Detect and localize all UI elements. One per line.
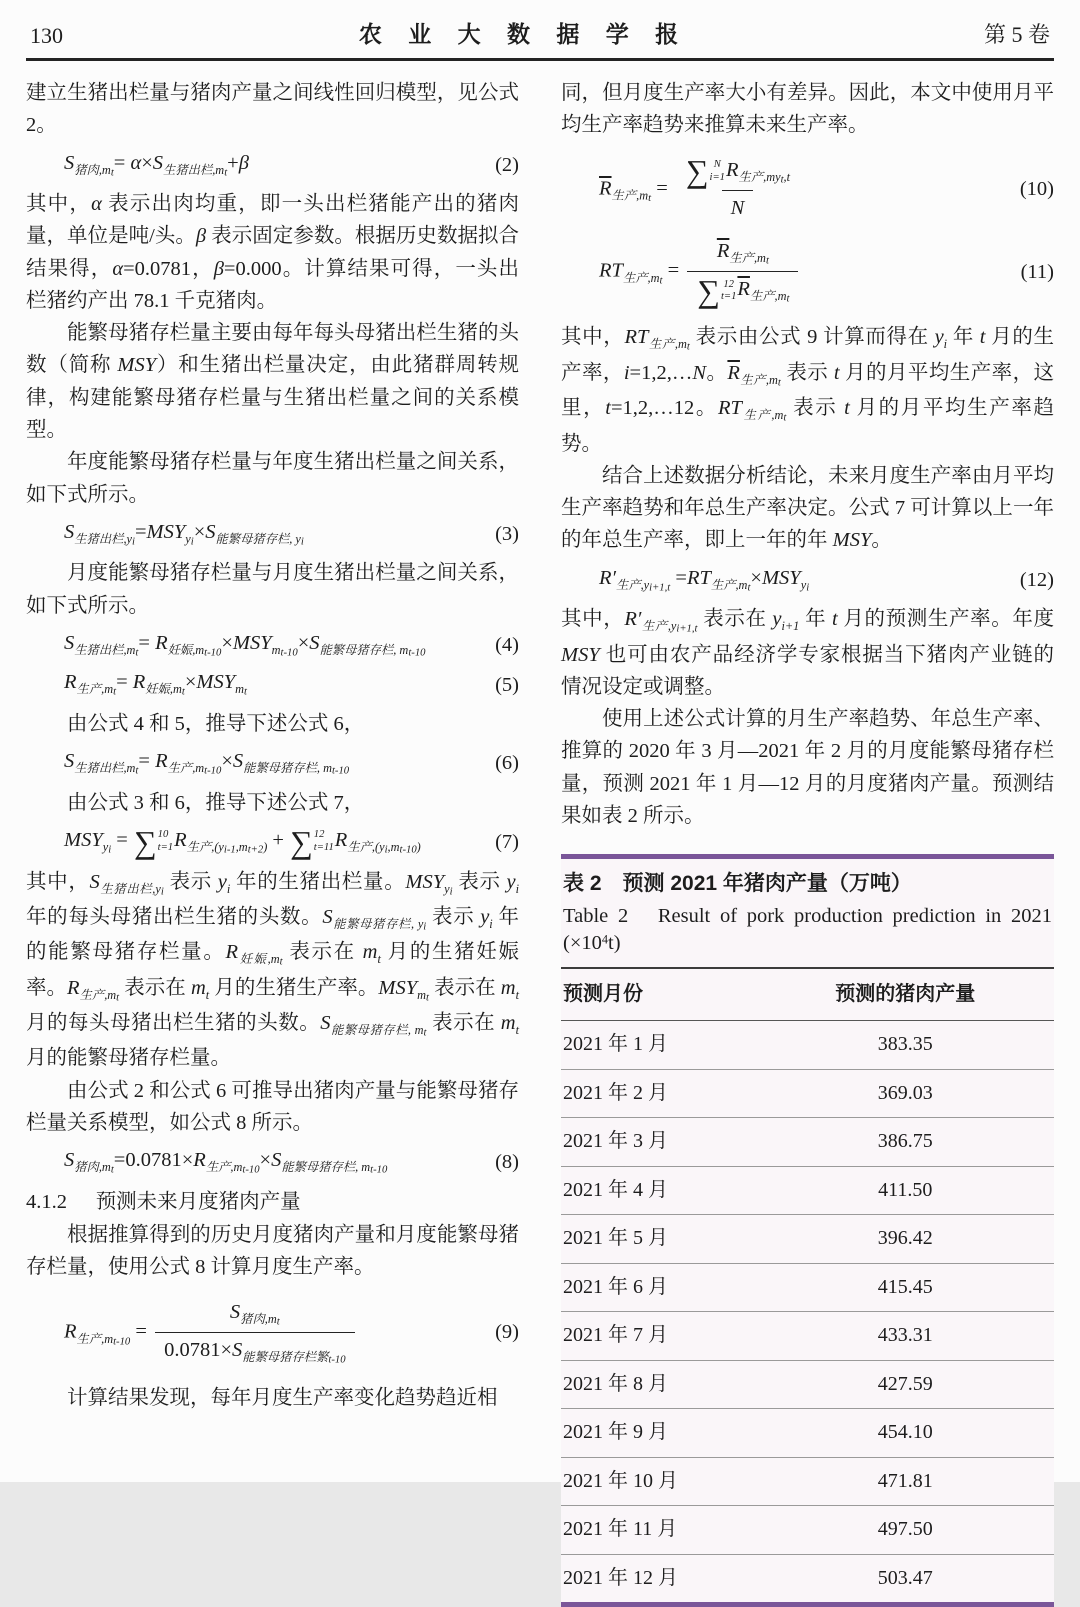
cell-value: 369.03 — [877, 1081, 933, 1104]
running-head — [26, 10, 1054, 61]
equation-number: (2) — [495, 153, 519, 176]
equation: $S_{猪肉,mt}= \alpha\times S_{生猪出栏,mt}+\beta$ (2) — [26, 149, 519, 182]
table-row — [561, 1361, 1054, 1410]
left-column — [26, 77, 519, 1607]
table-row — [561, 1409, 1054, 1458]
summation-symbol: ∑ N i=1 — [685, 154, 726, 190]
table-row — [561, 1118, 1054, 1167]
volume-label: 第 5 卷 — [983, 22, 1050, 47]
equation: $R_{生产,mt}= R_{妊娠,mt}\times MSY_{mt}$ (5) — [26, 668, 519, 701]
summation-symbol: ∑ 12 t=1 — [697, 273, 737, 309]
equation-number: (12) — [1019, 568, 1054, 591]
cell-month: 2021 年 1 月 — [563, 1033, 668, 1056]
paragraph: 同，但月度生产率大小有差异。因此，本文中使用月平均生产率趋势来推算未来生产率。 — [561, 82, 1054, 137]
paragraph: 年度能繁母猪存栏量与年度生猪出栏量之间关系，如下式所示。 — [26, 451, 519, 506]
equation: $RT_{生产,mt}$ = $\overline{R}_{生产,mt}$ ∑ 12 t=1 $\overline{R}_{生产,mt}$ (11) — [561, 237, 1054, 307]
equation-number: (5) — [495, 673, 519, 696]
table-row — [561, 1264, 1054, 1313]
equation: $MSY_{yi}$ = ∑ 10 t=1 $R_{生产,(yi-1,mt+2)}$ + ∑ 12 t=11 $R_{生产,(yi,mt-10)}$ (7) — [64, 824, 519, 860]
right-column-text — [561, 77, 1054, 832]
column-header-value: 预测的猪肉产量 — [835, 982, 976, 1005]
cell-month: 2021 年 11 月 — [563, 1518, 678, 1541]
paragraph: 其中，$R'_{生产,yi+1,t}$ 表示在 $y_{i+1}$ 年 t 月的预测生产率。年度 MSY 也可由农产品经济学专家根据当下猪肉产业链的情况设定或调整。 — [561, 608, 1055, 698]
cell-month: 2021 年 2 月 — [563, 1081, 668, 1104]
table-row — [561, 1312, 1054, 1361]
table-row — [561, 1506, 1054, 1555]
equation: $S_{猪肉,mt}=0.0781\times R_{生产,mt-10}\times S_{能繁母猪存栏, mt-10}$ (8) — [26, 1146, 519, 1179]
cell-value: 454.10 — [877, 1421, 933, 1444]
equation: $R'_{生产,yi+1,t} =RT_{生产,mt}\times MSY_{yi}$ (12) — [561, 564, 1054, 597]
paragraph: 其中，$S_{生猪出栏,yi}$ 表示 $y_i$ 年的生猪出栏量。$MSY_{yi}$ 表示 $y_i$ 年的每头母猪出栏生猪的头数。$S_{能繁母猪存栏, yi}$ 表示 $y_i$ 年的能繁母猪存栏量。$R_{妊娠,mt}$ 表示在 $m_t$ 月的生猪妊娠率。$R_{生产,mt}$ 表示在 $m_t$ 月的生猪生产率。$MSY_{mt}$ 表示在 $m_t$ 月的每头母猪出栏生猪的头数。$S_{能繁母猪存栏, mt}$ 表示在 $m_t$ 月的能繁母猪存栏量。 — [26, 870, 520, 1070]
cell-value: 433.31 — [877, 1324, 933, 1347]
cell-month: 2021 年 8 月 — [563, 1372, 668, 1395]
equation: $\overline{R}_{生产,mt}$ = ∑ N i=1 $R_{生产,myt,t}$ N (10) — [561, 156, 1054, 224]
table-row — [561, 1555, 1054, 1603]
equation-number: (11) — [1020, 261, 1054, 284]
paragraph: 由公式 3 和 6，推导下述公式 7， — [67, 791, 365, 814]
table-row — [561, 1167, 1054, 1216]
paragraph: 建立生猪出栏量与猪肉产量之间线性回归模型，见公式 2。 — [26, 82, 519, 137]
table-header-row — [561, 969, 1054, 1022]
summation-symbol: ∑ 10 t=1 — [133, 824, 174, 860]
equation: $S_{生猪出栏,mt}= R_{妊娠,mt-10}\times MSY_{mt-10}\times S_{能繁母猪存栏, mt-10}$ (4) — [26, 629, 519, 662]
fraction: $\frac{S_{猪肉,mt}}{0.0781\times S_{能繁母猪存栏繁t-10}}$ — [155, 1298, 354, 1368]
paragraph: 能繁母猪存栏量主要由每年每头母猪出栏生猪的头数（简称 MSY）和生猪出栏量决定，由此猪群周转规律，构建能繁母猪存栏量与生猪出栏量之间的关系模型。 — [26, 322, 520, 442]
table-caption-zh: 表 2 预测 2021 年猪肉产量（万吨） — [563, 872, 912, 896]
equation-number: (4) — [495, 634, 519, 657]
caption-en-superscript: 4 — [601, 932, 609, 947]
paragraph: 根据推算得到的历史月度猪肉产量和月度能繁母猪存栏量，使用公式 8 计算月度生产率。 — [26, 1224, 519, 1279]
table-row — [561, 1070, 1054, 1119]
fraction: $\overline{R}_{生产,mt}$ ∑ 12 t=1 $\overline{R}_{生产,mt}$ — [687, 237, 798, 307]
cell-value: 497.50 — [877, 1518, 933, 1541]
two-column-body — [26, 61, 1054, 1607]
cell-value: 386.75 — [877, 1130, 933, 1153]
table-caption-en — [561, 900, 1054, 968]
paragraph: 其中，α 表示出肉均重，即一头出栏猪能产出的猪肉量，单位是吨/头。β 表示固定参数。根据历史数据拟合结果得，α=0.0781，β=0.000。计算结果可得，一头出栏猪约产出 78.1 千克猪肉。 — [26, 193, 520, 312]
table-bottom-rule — [561, 1602, 1054, 1607]
equation-number: (6) — [495, 752, 519, 775]
summation-symbol: ∑ 12 t=11 — [290, 824, 334, 860]
table-2 — [561, 854, 1054, 1607]
right-column — [561, 77, 1054, 1607]
column-header-month: 预测月份 — [563, 982, 643, 1005]
table-row — [561, 1458, 1054, 1507]
cell-month: 2021 年 3 月 — [563, 1130, 668, 1153]
cell-month: 2021 年 12 月 — [563, 1566, 678, 1589]
journal-title: 农 业 大 数 据 学 报 — [358, 21, 689, 47]
cell-value: 427.59 — [877, 1372, 933, 1395]
table-body — [561, 1021, 1054, 1602]
equation-number: (3) — [495, 522, 519, 545]
equation-number: (10) — [1019, 178, 1054, 201]
cell-month: 2021 年 4 月 — [563, 1178, 668, 1201]
caption-en-text: Table 2 Result of pork production prediction in 2021 (×10 — [563, 905, 1052, 955]
fraction: ∑ N i=1 $R_{生产,myt,t}$ N — [676, 156, 799, 224]
cell-value: 415.45 — [877, 1275, 933, 1298]
equation-number: (7) — [495, 831, 519, 854]
paragraph: 结合上述数据分析结论，未来月度生产率由月平均生产率趋势和年总生产率决定。公式 7 可计算以上一年的年总生产率，即上一年的年 MSY。 — [561, 464, 1054, 552]
cell-value: 471.81 — [877, 1469, 933, 1492]
paragraph: 使用上述公式计算的月生产率趋势、年总生产率、推算的 2020 年 3 月—2021 年 2 月的月度能繁母猪存栏量，预测 2021 年 1 月—12 月的月度猪肉产量。预测结果如表 2 所示。 — [561, 708, 1054, 827]
caption-en-unit: t) — [608, 932, 621, 955]
section-heading: 4.1.2 预测未来月度猪肉产量 — [26, 1190, 301, 1213]
cell-value: 383.35 — [877, 1033, 933, 1056]
page-number: 130 — [30, 23, 63, 48]
cell-month: 2021 年 9 月 — [563, 1421, 668, 1444]
paragraph: 由公式 2 和公式 6 可推导出猪肉产量与能繁母猪存栏量关系模型，如公式 8 所示。 — [26, 1079, 519, 1134]
paragraph: 计算结果发现，每年月度生产率变化趋势趋近相 — [67, 1386, 498, 1409]
equation-number: (8) — [495, 1151, 519, 1174]
equation-number: (9) — [495, 1321, 519, 1344]
paragraph: 月度能繁母猪存栏量与月度生猪出栏量之间关系，如下式所示。 — [26, 562, 519, 617]
cell-month: 2021 年 7 月 — [563, 1324, 668, 1347]
equation: $S_{生猪出栏,yi}=MSY_{yi}\times S_{能繁母猪存栏, yi}$ (3) — [26, 518, 519, 551]
table-row — [561, 1215, 1054, 1264]
paragraph: 由公式 4 和 5，推导下述公式 6， — [67, 712, 365, 735]
table-row — [561, 1021, 1054, 1070]
cell-month: 2021 年 5 月 — [563, 1227, 668, 1250]
cell-month: 2021 年 6 月 — [563, 1275, 668, 1298]
equation: $R_{生产,mt-10}$ = $\frac{S_{猪肉,mt}}{0.0781\times S_{能繁母猪存栏繁t-10}}$ (9) — [26, 1298, 519, 1368]
cell-value: 503.47 — [877, 1566, 933, 1589]
cell-month: 2021 年 10 月 — [563, 1469, 678, 1492]
equation: $S_{生猪出栏,mt}= R_{生产,mt-10}\times S_{能繁母猪存栏, mt-10}$ (6) — [26, 747, 519, 780]
cell-value: 396.42 — [877, 1227, 933, 1250]
cell-value: 411.50 — [878, 1178, 933, 1201]
paragraph: 其中，$RT_{生产,mt}$ 表示由公式 9 计算而得在 $y_i$ 年 t 月的生产率，i=1,2,…N。$\overline{R}_{生产,mt}$ 表示 t 月的月平均生产率，这里，t=1,2,…12。$RT_{生产,mt}$ 表示 t 月的月平均生产率趋势。 — [561, 326, 1055, 455]
